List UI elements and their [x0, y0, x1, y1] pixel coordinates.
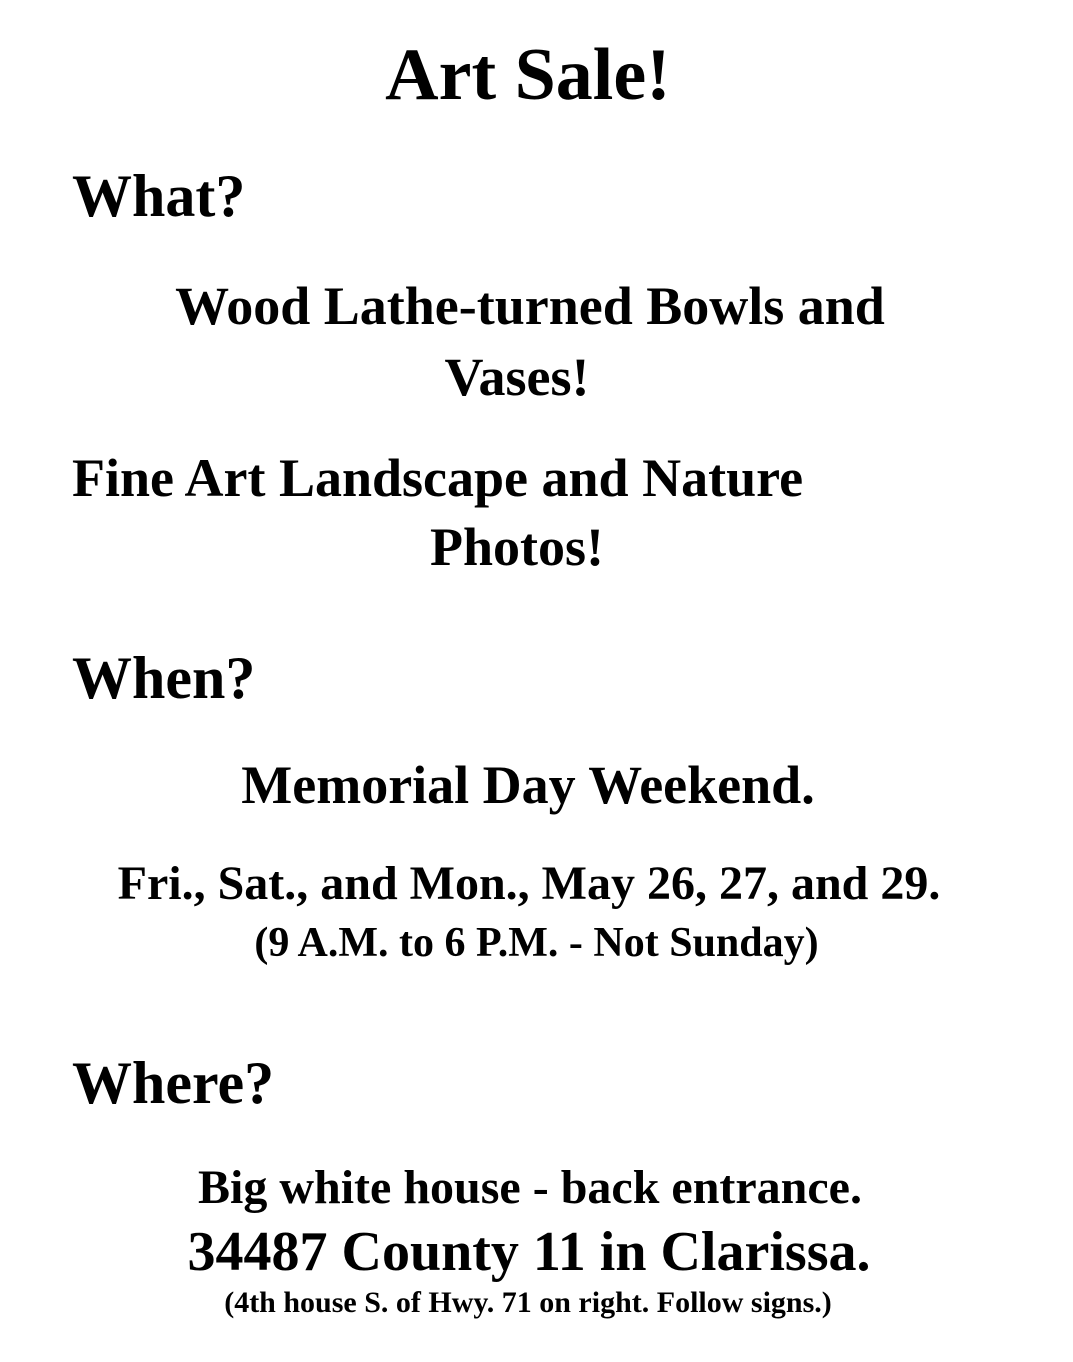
- what-item-photos-line1: Fine Art Landscape and Nature: [72, 448, 804, 508]
- what-item-photos-line2: Photos!: [430, 517, 604, 577]
- when-dates: Fri., Sat., and Mon., May 26, 27, and 29.: [117, 857, 941, 910]
- when-hours: (9 A.M. to 6 P.M. - Not Sunday): [254, 920, 819, 966]
- where-heading: Where?: [72, 1050, 275, 1116]
- what-item-bowls-line2: Vases!: [444, 347, 590, 407]
- when-heading: When?: [72, 645, 256, 711]
- what-heading: What?: [72, 163, 246, 229]
- when-event-name: Memorial Day Weekend.: [241, 755, 815, 815]
- page-title: Art Sale!: [385, 34, 671, 116]
- where-address: 34487 County 11 in Clarissa.: [187, 1221, 871, 1283]
- where-directions: (4th house S. of Hwy. 71 on right. Follow signs.): [224, 1286, 832, 1319]
- where-description: Big white house - back entrance.: [198, 1161, 862, 1214]
- what-item-bowls-line1: Wood Lathe-turned Bowls and: [175, 276, 885, 336]
